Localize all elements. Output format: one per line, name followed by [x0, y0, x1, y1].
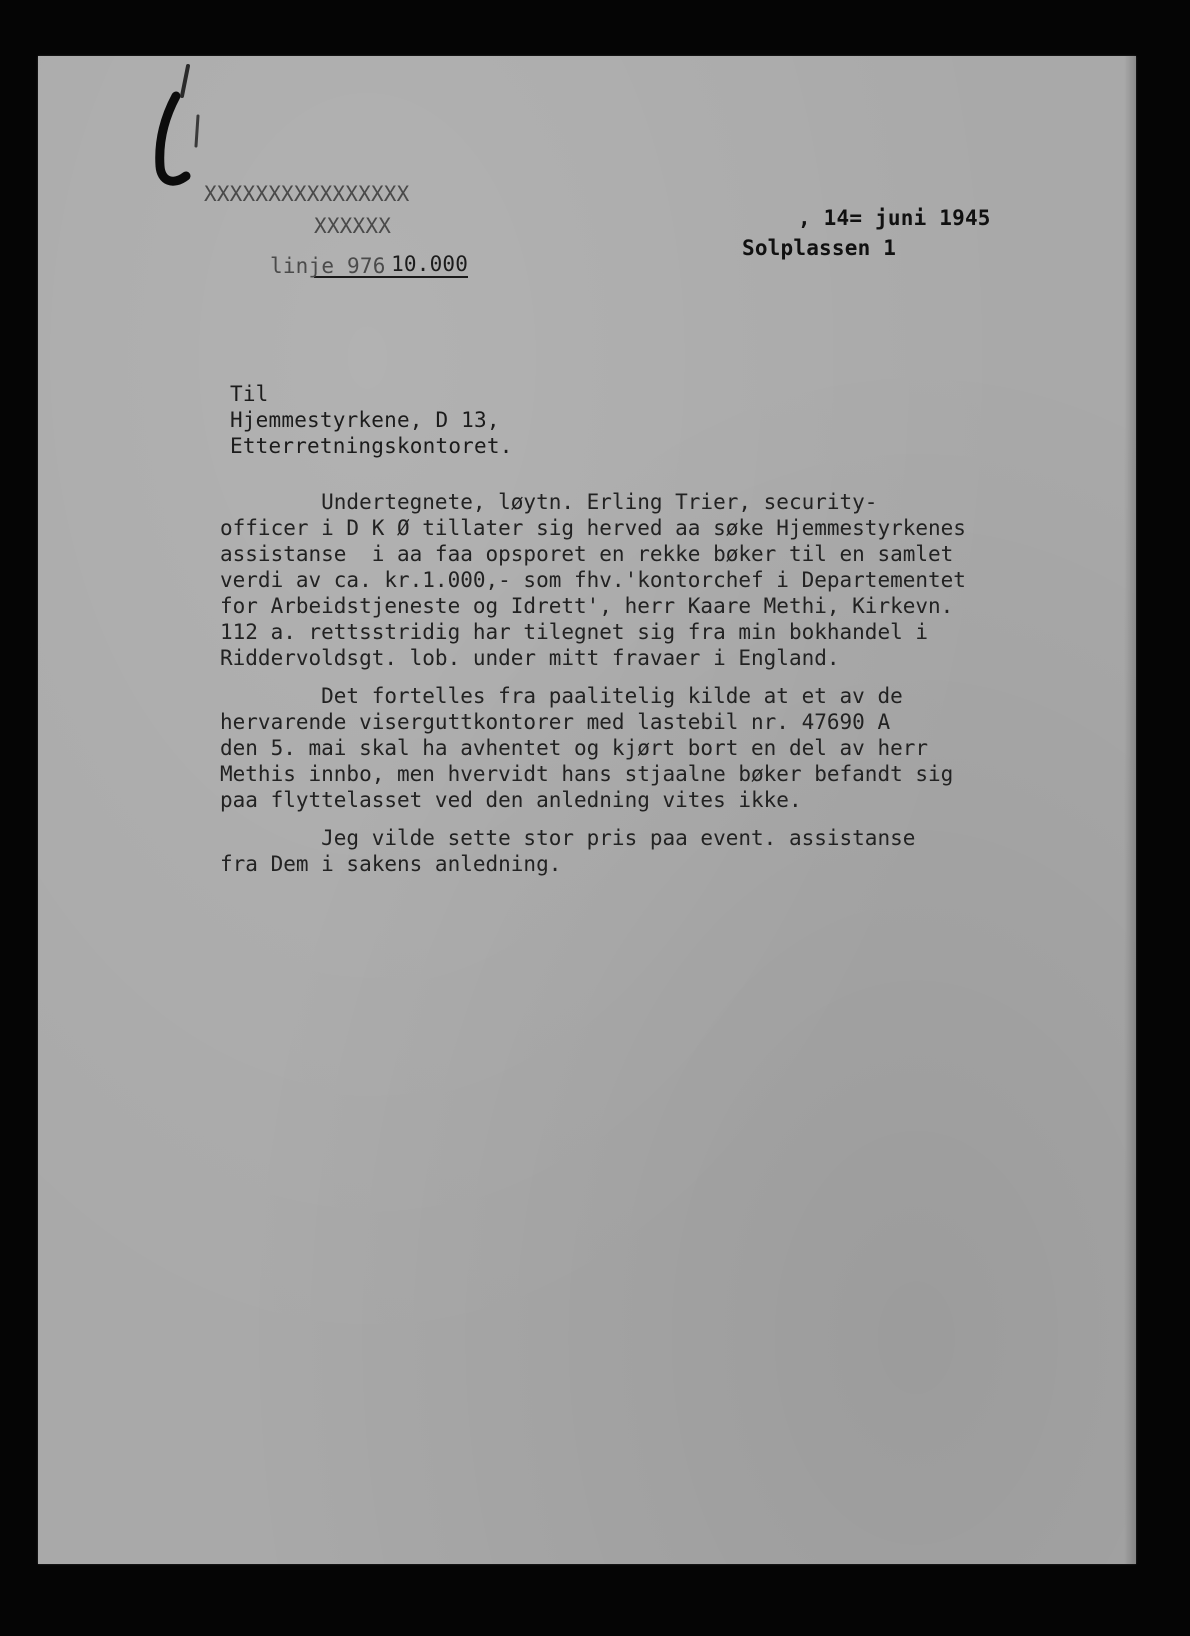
pencil-mark-icon [98, 56, 208, 246]
letter-page [38, 56, 1136, 1564]
recipient-line-1: Hjemmestyrkene, D 13, [230, 408, 500, 432]
page-edge-shadow [1124, 56, 1136, 1564]
phone-number-text: 10.000 [391, 252, 469, 276]
phone-line: linje 976 [270, 254, 386, 278]
paragraph-line: hervarende viserguttkontorer med lastebil nr. 47690 A [220, 710, 891, 734]
paragraph-line: assistanse i aa faa opsporet en rekke bøker til en samlet [220, 542, 954, 566]
sender-address: Solplassen 1 [742, 236, 897, 260]
paragraph-line: Det fortelles fra paalitelig kilde at et av de [220, 684, 903, 708]
letter-date: , 14= juni 1945 [798, 206, 991, 230]
paragraph-line: Riddervoldsgt. lob. under mitt fravaer i England. [220, 646, 840, 670]
paragraph-line: for Arbeidstjeneste og Idrett', herr Kaare Methi, Kirkevn. [220, 594, 954, 618]
paragraph-line: fra Dem i sakens anledning. [220, 852, 562, 876]
paragraph-line: Methis innbo, men hvervidt hans stjaalne bøker befandt sig [220, 762, 954, 786]
paragraph-line: den 5. mai skal ha avhentet og kjørt bort en del av herr [220, 736, 929, 760]
paragraph-line: officer i D K Ø tillater sig herved aa søke Hjemmestyrkenes [220, 516, 966, 540]
recipient-line-2: Etterretningskontoret. [230, 434, 513, 458]
paragraph-line: paa flyttelasset ved den anledning vites ikke. [220, 788, 802, 812]
recipient-to: Til [230, 382, 269, 406]
crossed-phone-mark: XXXXXX [314, 214, 392, 238]
crossed-letterhead: XXXXXXXXXXXXXXXX [204, 182, 410, 206]
paragraph-line: Jeg vilde sette stor pris paa event. assistanse [220, 826, 916, 850]
paragraph-line: Undertegnete, løytn. Erling Trier, security- [220, 490, 878, 514]
paragraph-line: verdi av ca. kr.1.000,- som fhv.'kontorchef i Departementet [220, 568, 966, 592]
paragraph-line: 112 a. rettsstridig har tilegnet sig fra min bokhandel i [220, 620, 929, 644]
